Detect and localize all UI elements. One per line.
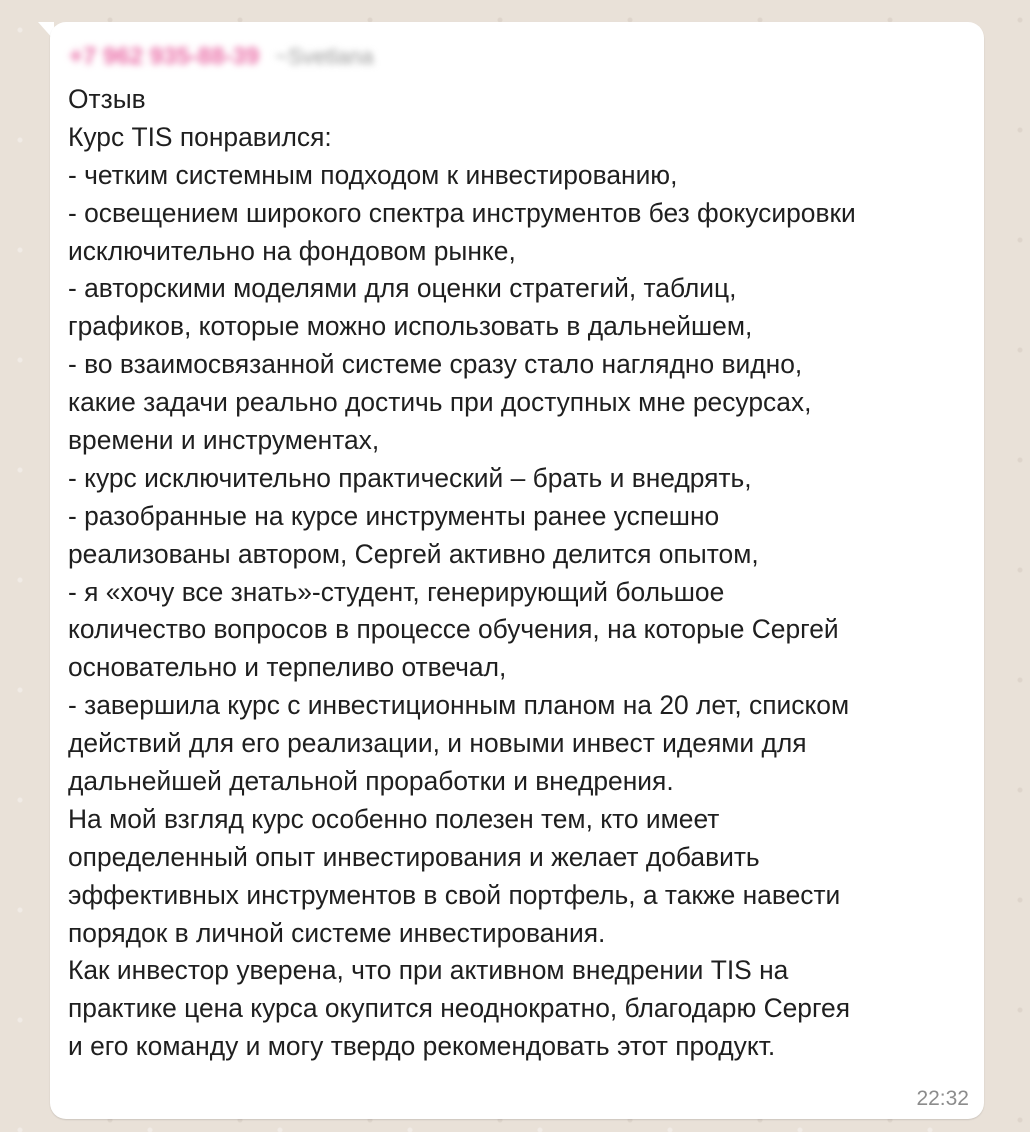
message-line: действий для его реализации, и новыми инвест идеями для <box>68 728 807 759</box>
message-line: - четким системным подходом к инвестированию, <box>68 159 678 190</box>
message-line: порядок в личной системе инвестирования. <box>68 917 606 948</box>
message-line: - авторскими моделями для оценки стратегий, таблиц, <box>68 273 737 304</box>
message-line: времени и инструментах, <box>68 425 380 456</box>
message-line: графиков, которые можно использовать в дальнейшем, <box>68 311 753 342</box>
message-line: и его команду и могу твердо рекомендовать этот продукт. <box>68 1031 776 1062</box>
message-line: основательно и терпеливо отвечал, <box>68 652 507 683</box>
message-line: исключительно на фондовом рынке, <box>68 235 516 266</box>
message-line: реализованы автором, Сергей активно делится опытом, <box>68 538 759 569</box>
message-line: практике цена курса окупится неоднократно, благодарю Сергея <box>68 993 851 1024</box>
sender-row <box>69 42 374 72</box>
message-text <box>68 81 973 1066</box>
message-timestamp: 22:32 <box>916 1087 969 1110</box>
message-line: - я «хочу все знать»-студент, генерирующий большое <box>68 576 725 607</box>
message-line: Курс TIS понравился: <box>68 121 332 152</box>
message-line: дальнейшей детальной проработки и внедрения. <box>68 766 674 797</box>
message-line: Отзыв <box>68 84 146 114</box>
message-line: - завершила курс с инвестиционным планом на 20 лет, списком <box>68 690 850 721</box>
message-line: эффективных инструментов в свой портфель, а также навести <box>68 879 841 910</box>
message-line: Как инвестор уверена, что при активном внедрении TIS на <box>68 955 789 986</box>
message-line: - разобранные на курсе инструменты ранее успешно <box>68 500 720 531</box>
message-line: количество вопросов в процессе обучения, на которые Сергей <box>68 614 839 645</box>
sender-phone[interactable]: +7 962 935-88-39 <box>69 43 260 70</box>
message-line: определенный опыт инвестирования и желает добавить <box>68 841 760 872</box>
message-line: какие задачи реально достичь при доступных мне ресурсах, <box>68 387 812 418</box>
message-bubble[interactable] <box>50 22 984 1119</box>
message-line: - во взаимосвязанной системе сразу стало наглядно видно, <box>68 349 803 380</box>
message-line: - освещением широкого спектра инструментов без фокусировки <box>68 197 856 228</box>
message-line: - курс исключительно практический – брать и внедрять, <box>68 462 752 493</box>
message-line: На мой взгляд курс особенно полезен тем, кто имеет <box>68 803 720 834</box>
sender-name: ~Svetlana <box>275 44 374 69</box>
